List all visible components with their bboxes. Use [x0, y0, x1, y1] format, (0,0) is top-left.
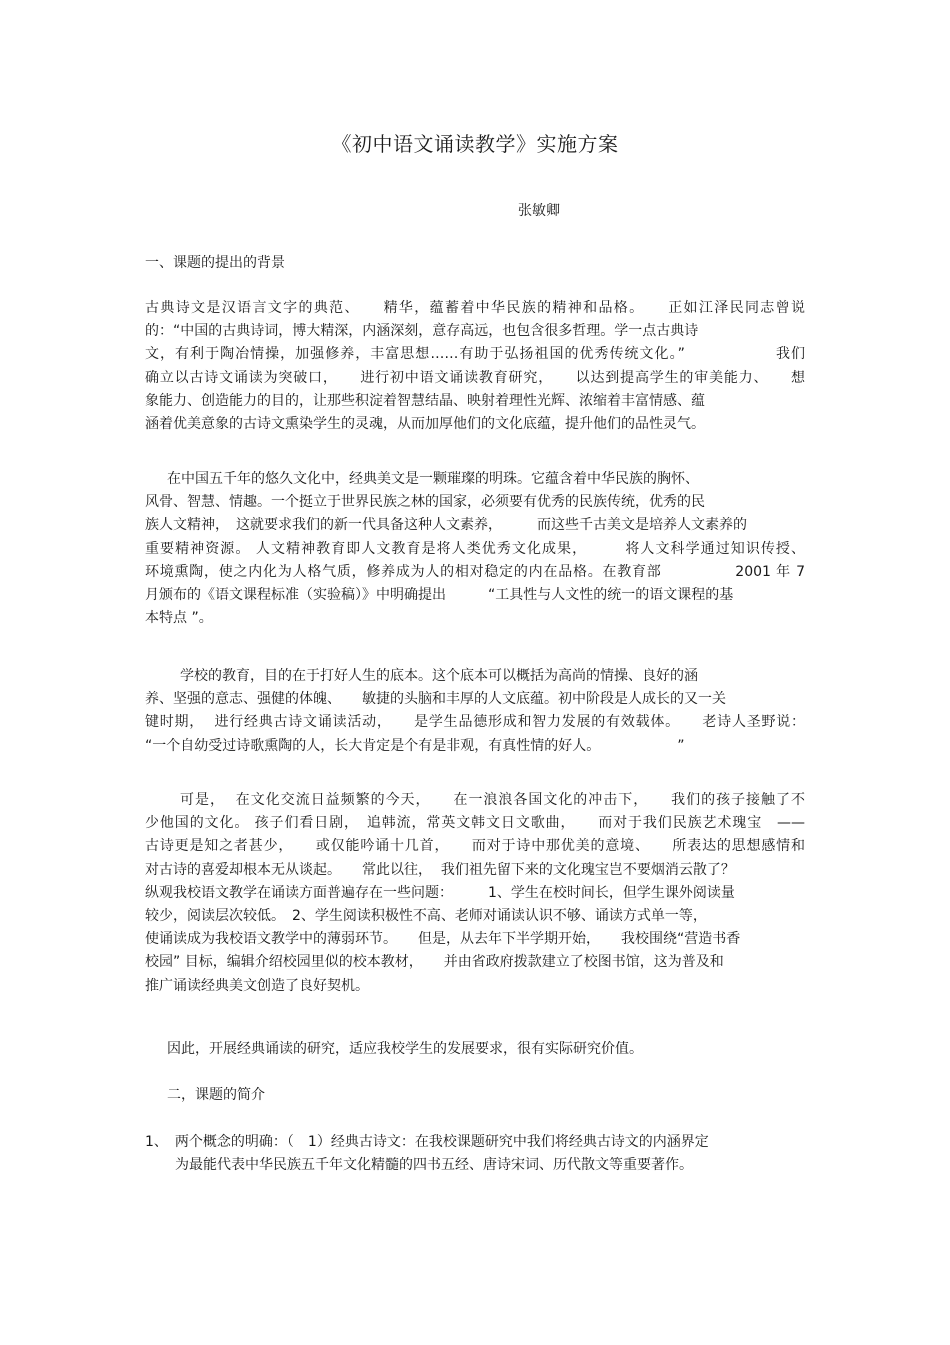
text-line: 1、 两个概念的明确：（ 1）经典古诗文：在我校课题研究中我们将经典古诗文的内涵界定	[145, 1134, 709, 1150]
document-title: 《初中语文诵读教学》实施方案	[331, 132, 619, 156]
list-item-concepts	[145, 1131, 709, 1177]
text-line: 可是， 在文化交流日益频繁的今天， 在一浪浪各国文化的冲击下， 我们的孩子接触了不	[180, 792, 805, 808]
text-line: 环境熏陶，使之内化为人格气质，修养成为人的相对稳定的内在品格。在教育部 2001 年 7	[145, 563, 805, 580]
text-line: 古诗更是知之者甚少， 或仅能吟诵十几首， 而对于诗中那优美的意境、 所表达的思想感情和	[145, 838, 805, 855]
text-line: 少他国的文化。 孩子们看日剧， 追韩流，常英文韩文日文歌曲， 而对于我们民族艺术瑰宝 ——	[145, 815, 805, 832]
text-line: 象能力、创造能力的目的，让那些积淀着智慧结晶、映射着理性光辉、浓缩着丰富情感、蕴	[145, 392, 705, 409]
text-line: 较少，阅读层次较低。 2、学生阅读积极性不高、老师对诵读认识不够、诵读方式单一等，	[145, 907, 707, 924]
text-line: 文，有利于陶冶情操，加强修养，丰富思想……有助于弘扬祖国的优秀传统文化。” 我们	[145, 346, 805, 363]
paragraph-background-1	[145, 297, 805, 436]
text-line: 对古诗的喜爱却根本无从谈起。 常此以往， 我们祖先留下来的文化瑰宝岂不要烟消云散了？	[145, 861, 735, 878]
text-line: 重要精神资源。 人文精神教育即人文教育是将人类优秀文化成果， 将人文科学通过知识传授、	[145, 540, 805, 557]
text-line: 的：“中国的古典诗词，博大精深，内涵深刻，意存高远，也包含很多哲理。学一点古典诗	[145, 323, 699, 340]
section-heading-background: 一、课题的提出的背景	[145, 255, 285, 271]
text-line: 为最能代表中华民族五千年文化精髓的四书五经、唐诗宋词、历代散文等重要著作。	[175, 1157, 693, 1174]
text-line: 涵着优美意象的古诗文熏染学生的灵魂，从而加厚他们的文化底蕴，提升他们的品性灵气。	[145, 415, 705, 432]
text-line: 确立以古诗文诵读为突破口， 进行初中语文诵读教育研究， 以达到提高学生的审美能力、 想	[145, 369, 805, 386]
text-line: 校园” 目标，编辑介绍校园里似的校本教材， 并由省政府拨款建立了校图书馆，这为普及和	[145, 954, 724, 971]
text-line: 古典诗文是汉语言文字的典范、 精华，蕴蓄着中华民族的精神和品格。 正如江泽民同志曾说	[145, 300, 805, 316]
paragraph-background-3	[145, 665, 805, 758]
text-line: 风骨、智慧、情趣。一个挺立于世界民族之林的国家，必须要有优秀的民族传统，优秀的民	[145, 494, 705, 511]
text-line: 养、坚强的意志、强健的体魄、 敏捷的头脑和丰厚的人文底蕴。初中阶段是人成长的又一关	[145, 691, 726, 708]
text-line: “一个自幼受过诗歌熏陶的人，长大肯定是个有是非观，有真性情的好人。 ”	[145, 737, 685, 754]
text-line: 学校的教育，目的在于打好人生的底本。这个底本可以概括为高尚的情操、良好的涵	[180, 668, 698, 684]
text-line: 月颁布的《语文课程标准（实验稿）》中明确提出 “工具性与人文性的统一的语文课程的基	[145, 586, 734, 603]
text-line: 本特点 ”。	[145, 610, 213, 627]
paragraph-background-4	[145, 789, 805, 998]
paragraph-background-2	[145, 468, 805, 630]
section-heading-introduction: 二，课题的简介	[167, 1087, 265, 1103]
text-line: 推广诵读经典美文创造了良好契机。	[145, 977, 369, 994]
paragraph-conclusion: 因此，开展经典诵读的研究，适应我校学生的发展要求，很有实际研究价值。	[167, 1041, 643, 1057]
text-line: 键时期， 进行经典古诗文诵读活动， 是学生品德形成和智力发展的有效载体。 老诗人圣野说：	[145, 714, 805, 731]
author-name: 张敏卿	[518, 203, 560, 219]
text-line: 使诵读成为我校语文教学中的薄弱环节。 但是，从去年下半学期开始， 我校围绕“营造书香	[145, 931, 741, 948]
text-line: 在中国五千年的悠久文化中，经典美文是一颗璀璨的明珠。它蕴含着中华民族的胸怀、	[167, 471, 699, 487]
text-line: 纵观我校语文教学在诵读方面普遍存在一些问题： 1、学生在校时间长，但学生课外阅读量	[145, 884, 735, 901]
text-line: 族人文精神， 这就要求我们的新一代具备这种人文素养， 而这些千古美文是培养人文素养的	[145, 517, 747, 534]
